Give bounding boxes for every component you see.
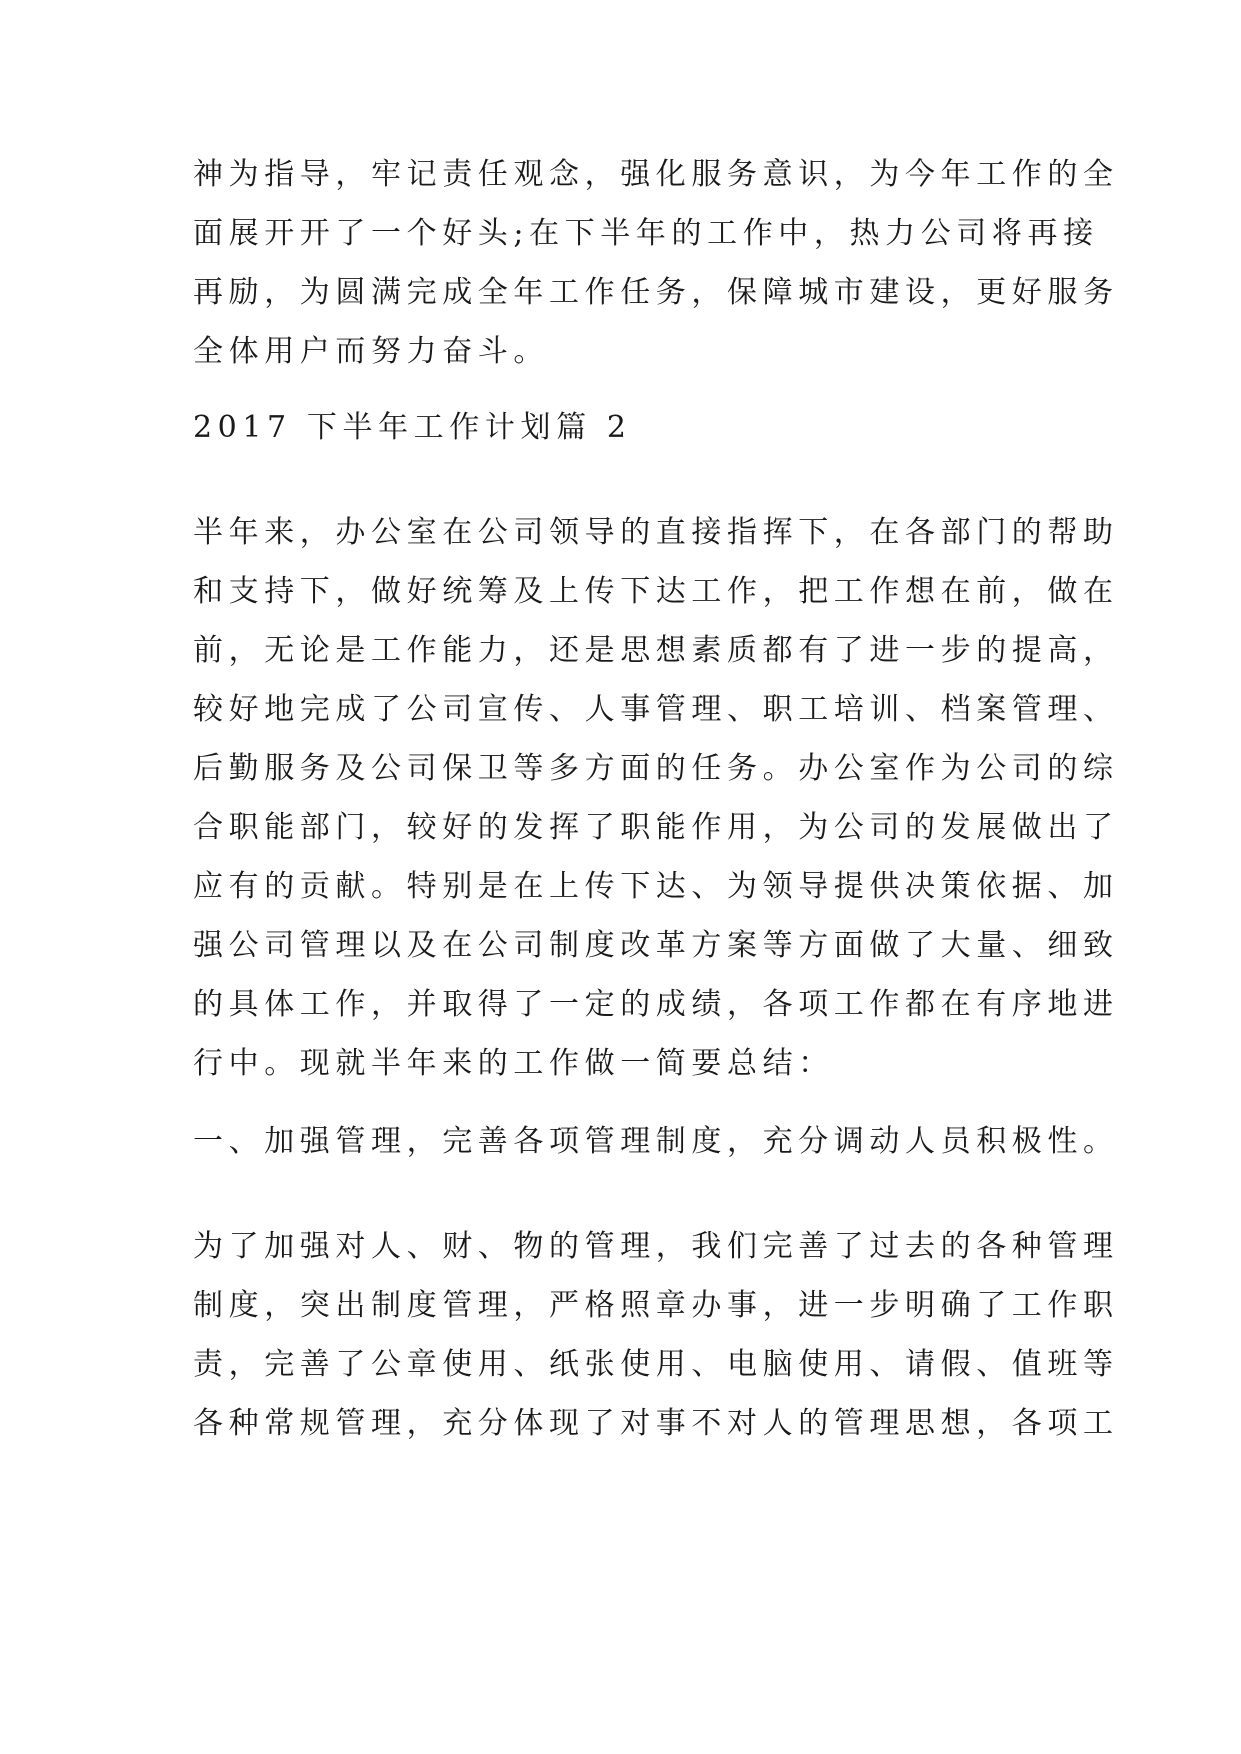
section-subheading [193, 1112, 1119, 1171]
text-line: 较好地完成了公司宣传、人事管理、职工培训、档案管理、 [193, 692, 1119, 727]
text-line: 前，无论是工作能力，还是思想素质都有了进一步的提高， [193, 633, 1119, 668]
text-line: 行中。现就半年来的工作做一简要总结： [193, 1046, 834, 1081]
text-line: 面展开开了一个好头;在下半年的工作中，热力公司将再接 [193, 216, 1099, 251]
text-line: 制度，突出制度管理，严格照章办事，进一步明确了工作职 [193, 1288, 1119, 1323]
section-heading [193, 398, 1073, 457]
text-line: 半年来，办公室在公司领导的直接指挥下，在各部门的帮助 [193, 515, 1119, 550]
text-line: 和支持下，做好统筹及上传下达工作，把工作想在前，做在 [193, 574, 1119, 609]
heading-line: 一、加强管理，完善各项管理制度，充分调动人员积极性。 [193, 1124, 1119, 1159]
text-line: 的具体工作，并取得了一定的成绩，各项工作都在有序地进 [193, 987, 1119, 1022]
text-line: 责，完善了公章使用、纸张使用、电脑使用、请假、值班等 [193, 1347, 1119, 1382]
text-line: 神为指导，牢记责任观念，强化服务意识，为今年工作的全 [193, 157, 1119, 192]
text-line: 各种常规管理，充分体现了对事不对人的管理思想，各项工 [193, 1406, 1119, 1441]
paragraph-intro-continuation [193, 145, 1119, 381]
paragraph-summary [193, 503, 1119, 1093]
heading-line: 2017 下半年工作计划篇 2 [193, 410, 632, 445]
text-line: 全体用户而努力奋斗。 [193, 334, 549, 369]
text-line: 合职能部门，较好的发挥了职能作用，为公司的发展做出了 [193, 810, 1119, 845]
text-line: 为了加强对人、财、物的管理，我们完善了过去的各种管理 [193, 1229, 1119, 1264]
paragraph-management [193, 1217, 1119, 1453]
text-line: 再励，为圆满完成全年工作任务，保障城市建设，更好服务 [193, 275, 1119, 310]
text-line: 应有的贡献。特别是在上传下达、为领导提供决策依据、加 [193, 869, 1119, 904]
text-line: 强公司管理以及在公司制度改革方案等方面做了大量、细致 [193, 928, 1119, 963]
text-line: 后勤服务及公司保卫等多方面的任务。办公室作为公司的综 [193, 751, 1119, 786]
